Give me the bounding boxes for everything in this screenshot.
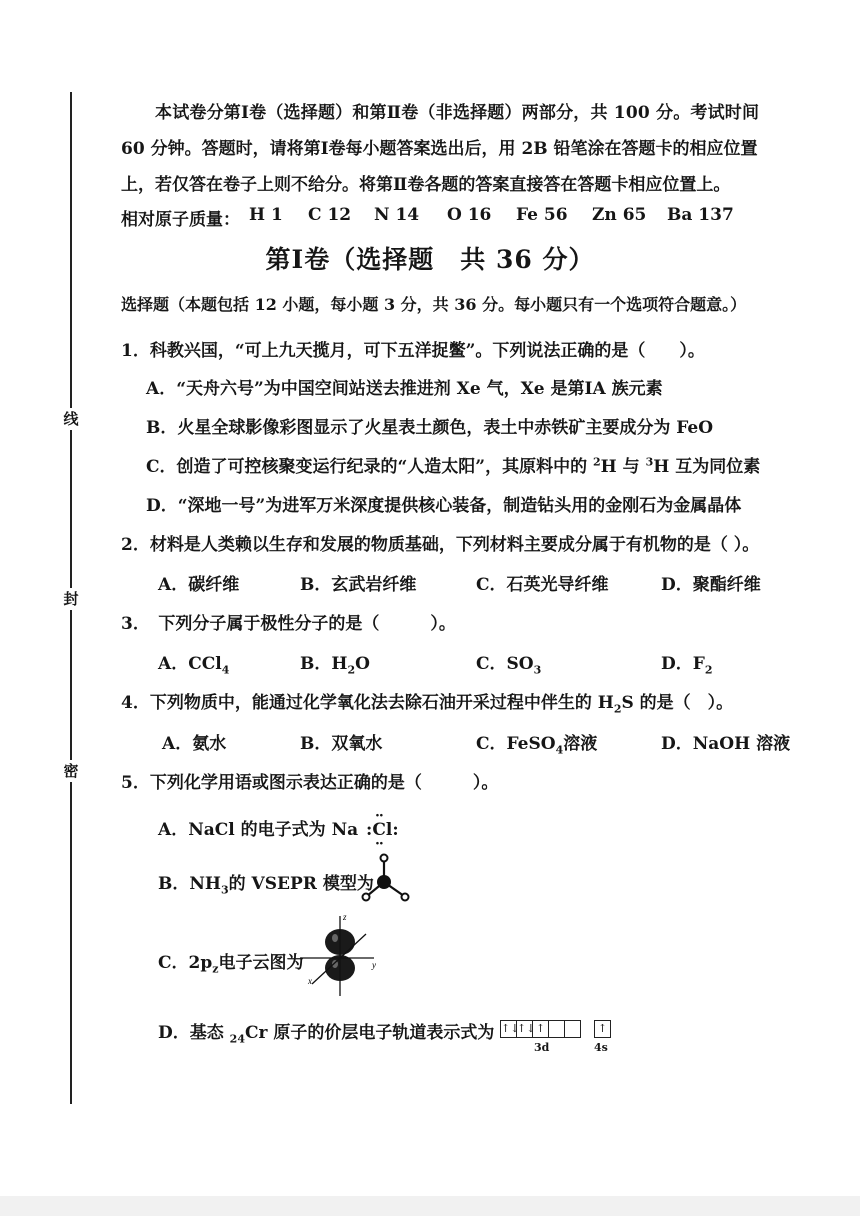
question-4-option-b: B．双氧水 bbox=[300, 734, 383, 754]
orbital-box-3d-5 bbox=[564, 1020, 581, 1038]
intro-line-1: 本试卷分第Ⅰ卷（选择题）和第Ⅱ卷（非选择题）两部分，共 100 分。考试时间 bbox=[155, 103, 760, 123]
orbital-box-3d-3: ↑ bbox=[532, 1020, 549, 1038]
atomic-mass-zn: Zn 65 bbox=[592, 205, 647, 225]
orbital-label-4s: 4s bbox=[594, 1041, 608, 1054]
orbital-label-3d: 3d bbox=[534, 1041, 550, 1054]
binding-label-secret: 密 bbox=[58, 760, 84, 782]
question-2-option-a: A．碳纤维 bbox=[158, 575, 240, 595]
atomic-label: 相对原子质量： bbox=[121, 210, 240, 230]
section-title: 第Ⅰ卷（选择题 共 36 分） bbox=[265, 245, 595, 274]
question-2-option-b: B．玄武岩纤维 bbox=[300, 575, 417, 595]
question-3-stem: 3． 下列分子属于极性分子的是（ ）。 bbox=[121, 614, 456, 634]
atomic-mass-n: N 14 bbox=[374, 205, 420, 225]
question-2-stem: 2．材料是人类赖以生存和发展的物质基础，下列材料主要成分属于有机物的是（ ）。 bbox=[121, 535, 760, 555]
question-5-option-c: C．$2p_z$电子云图为 bbox=[158, 953, 304, 976]
question-5-option-d: D．基态 $_{24}$Cr 原子的价层电子轨道表示式为 bbox=[158, 1023, 495, 1046]
atomic-mass-c: C 12 bbox=[308, 205, 352, 225]
question-2-option-d: D．聚酯纤维 bbox=[661, 575, 761, 595]
atomic-mass-ba: Ba 137 bbox=[667, 205, 734, 225]
atomic-mass-h: H 1 bbox=[249, 205, 283, 225]
intro-line-2: 60 分钟。答题时，请将第Ⅰ卷每小题答案选出后，用 2B 铅笔涂在答题卡的相应位置 bbox=[121, 139, 758, 159]
question-1-stem: 1．科教兴国，“可上九天揽月，可下五洋捉鳖”。下列说法正确的是（ ）。 bbox=[121, 341, 705, 361]
intro-line-3: 上，若仅答在卷子上则不给分。将第Ⅱ卷各题的答案直接答在答题卡相应位置上。 bbox=[121, 175, 731, 195]
question-4-option-a: A．氨水 bbox=[162, 734, 227, 754]
question-1-option-c: C．创造了可控核聚变运行纪录的“人造太阳”，其原料中的 $^2$H 与 $^3$H 互为同位素 bbox=[146, 455, 761, 477]
atomic-mass-o: O 16 bbox=[447, 205, 492, 225]
axis-y-label: y bbox=[372, 960, 376, 970]
section-instructions: 选择题（本题包括 12 小题，每小题 3 分，共 36 分。每小题只有一个选项符合题意。） bbox=[121, 295, 747, 314]
atomic-masses-row bbox=[121, 205, 761, 231]
question-1-option-d: D．“深地一号”为进军万米深度提供核心装备，制造钻头用的金刚石为金属晶体 bbox=[146, 496, 742, 516]
question-3-options bbox=[158, 649, 758, 675]
binding-label-line: 线 bbox=[58, 408, 84, 430]
question-3-option-c: C．$SO_3$ bbox=[476, 654, 542, 677]
scan-bottom-edge bbox=[0, 1196, 860, 1216]
question-1-option-b: B．火星全球影像彩图显示了火星表土颜色，表土中赤铁矿主要成分为 FeO bbox=[146, 418, 714, 438]
question-4-stem: 4．下列物质中，能通过化学氧化法去除石油开采过程中伴生的 $H_2S$ 的是（ ）。 bbox=[121, 693, 734, 716]
atomic-mass-fe: Fe 56 bbox=[516, 205, 568, 225]
question-1-option-a: A．“天舟六号”为中国空间站送去推进剂 Xe 气，Xe 是第ⅠA 族元素 bbox=[146, 379, 663, 399]
question-4-option-d: D．NaOH 溶液 bbox=[661, 734, 791, 754]
question-3-option-d: D．$F_2$ bbox=[661, 654, 713, 677]
question-3-option-a: A．CCl$_4$ bbox=[158, 654, 230, 677]
orbital-box-3d-1: ↑↓ bbox=[500, 1020, 517, 1038]
question-5-option-a: A．NaCl 的电子式为 Na :Cl: ·· ·· bbox=[158, 808, 399, 852]
p-orbital-figure bbox=[296, 910, 382, 1000]
orbital-box-3d-2: ↑↓ bbox=[516, 1020, 533, 1038]
orbital-box-4s-1: ↑ bbox=[594, 1020, 611, 1038]
question-5-option-b: B．$NH_3$的 VSEPR 模型为 bbox=[158, 874, 374, 897]
axis-z-label: z bbox=[343, 912, 347, 922]
question-4-option-c: C．FeSO$_4$溶液 bbox=[476, 734, 598, 757]
chloride-electron-dot: :Cl: ·· ·· bbox=[366, 808, 399, 852]
vsepr-model-figure bbox=[358, 852, 414, 904]
axis-x-label: x bbox=[308, 976, 312, 986]
orbital-box-3d-4 bbox=[548, 1020, 565, 1038]
question-3-option-b: B．$H_2O$ bbox=[300, 654, 370, 677]
question-2-options bbox=[158, 570, 761, 596]
question-2-option-c: C．石英光导纤维 bbox=[476, 575, 609, 595]
binding-label-seal: 封 bbox=[58, 588, 84, 610]
question-4-options bbox=[162, 729, 791, 757]
question-5-stem: 5．下列化学用语或图示表达正确的是（ ）。 bbox=[121, 773, 499, 793]
